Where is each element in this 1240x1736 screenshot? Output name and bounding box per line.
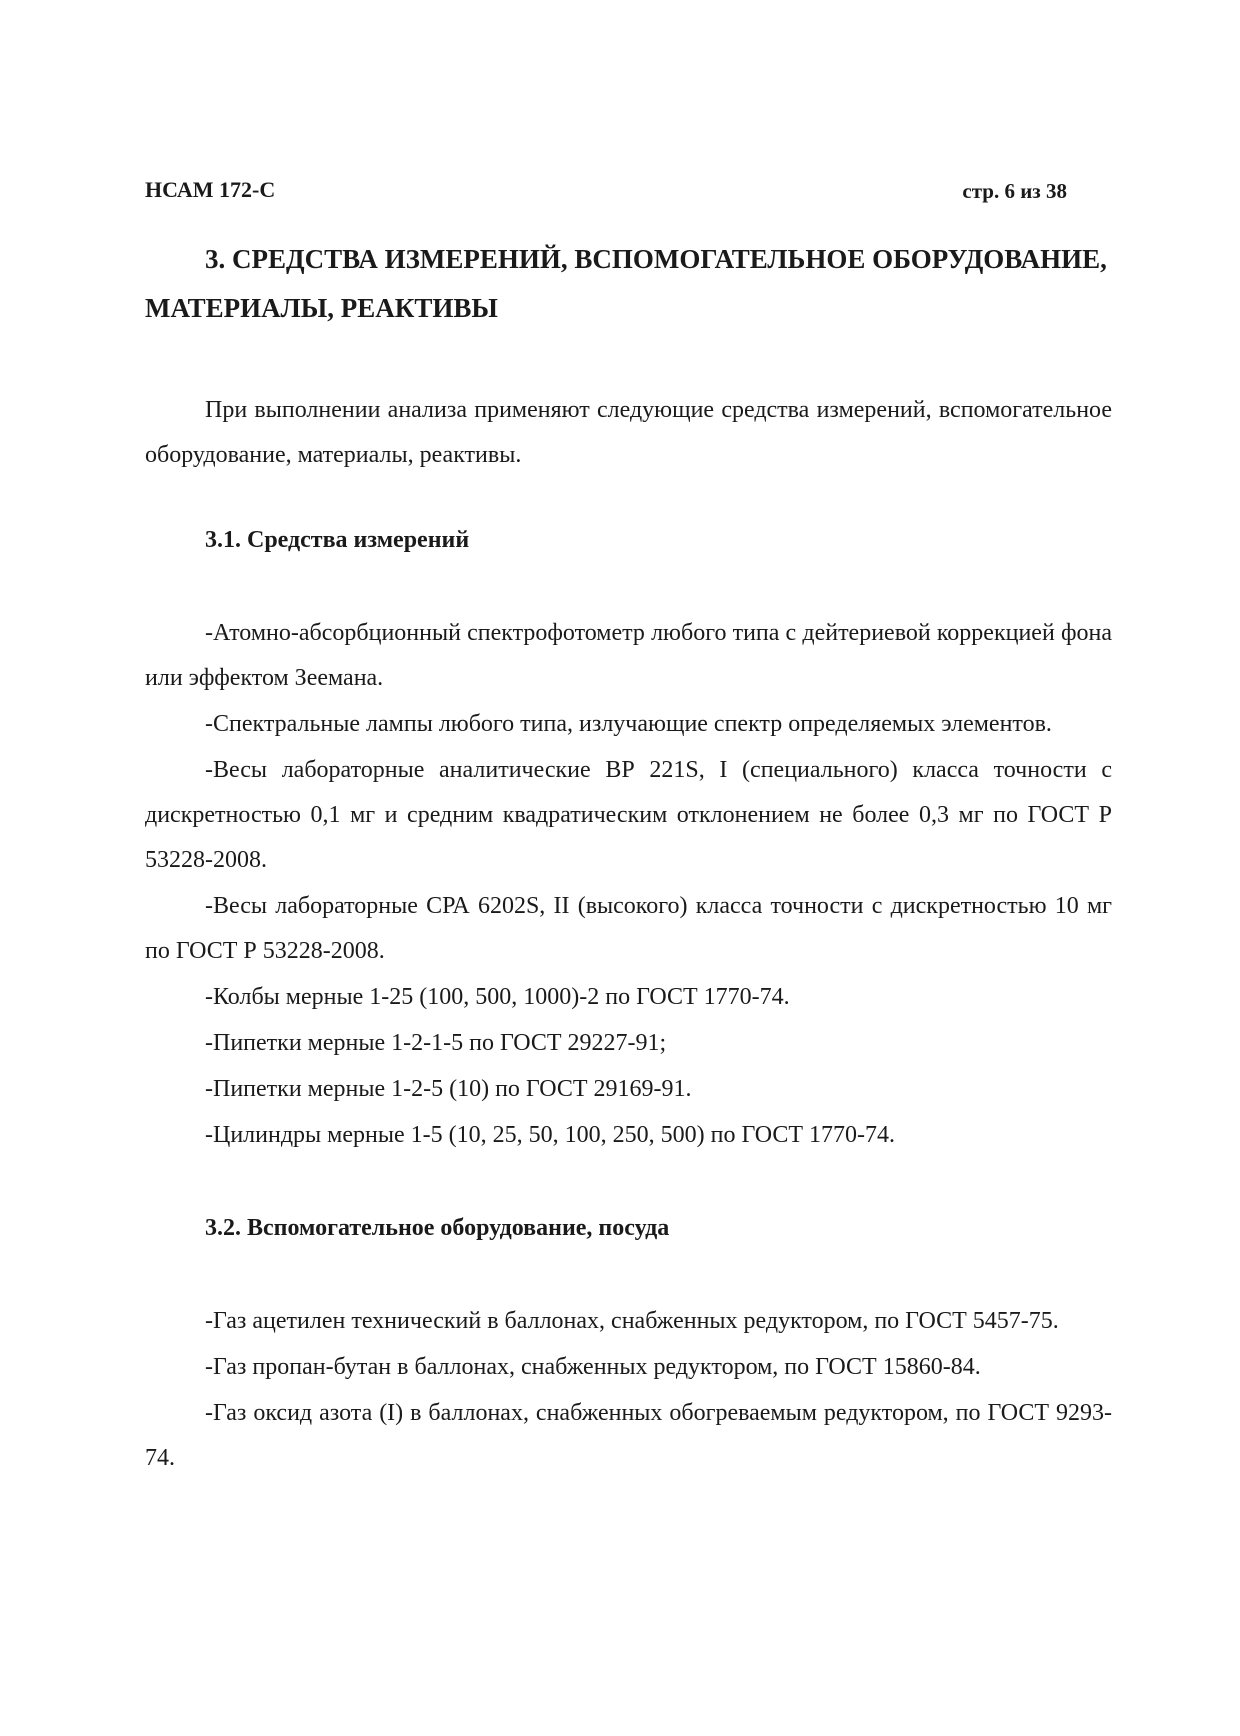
page-number: стр. 6 из 38 xyxy=(962,179,1067,203)
list-item: -Газ оксид азота (I) в баллонах, снабженных обогреваемым редуктором, по ГОСТ 9293-74. xyxy=(145,1400,1112,1471)
measuring-instruments-list xyxy=(145,611,1112,1158)
list-item: -Колбы мерные 1-25 (100, 500, 1000)-2 по ГОСТ 1770-74. xyxy=(205,984,790,1010)
list-item: -Газ пропан-бутан в баллонах, снабженных редуктором, по ГОСТ 15860-84. xyxy=(205,1354,981,1380)
list-item: -Весы лабораторные СРА 6202S, II (высокого) класса точности с дискретностью 10 мг по ГОСТ Р 53228-2008. xyxy=(145,893,1112,964)
list-item: -Весы лабораторные аналитические ВР 221S, I (специального) класса точности с дискретностью 0,1 мг и средним квадратическим отклонением не более 0,3 мг по ГОСТ Р 53228-2008. xyxy=(145,757,1112,873)
subsection-title-auxiliary-equipment: 3.2. Вспомогательное оборудование, посуда xyxy=(205,1215,670,1241)
list-item: -Газ ацетилен технический в баллонах, снабженных редуктором, по ГОСТ 5457-75. xyxy=(205,1308,1059,1334)
section-title: 3. СРЕДСТВА ИЗМЕРЕНИЙ, ВСПОМОГАТЕЛЬНОЕ ОБОРУДОВАНИЕ, МАТЕРИАЛЫ, РЕАКТИВЫ xyxy=(145,244,1107,323)
list-item: -Пипетки мерные 1-2-1-5 по ГОСТ 29227-91; xyxy=(205,1030,667,1056)
page-content xyxy=(145,235,1112,1482)
list-item: -Спектральные лампы любого типа, излучающие спектр определяемых элементов. xyxy=(205,711,1052,737)
list-item: -Цилиндры мерные 1-5 (10, 25, 50, 100, 250, 500) по ГОСТ 1770-74. xyxy=(205,1122,896,1148)
list-item: -Атомно-абсорбционный спектрофотометр любого типа с дейтериевой коррекцией фона или эффектом Зеемана. xyxy=(145,620,1112,691)
subsection-title-measuring-instruments: 3.1. Средства измерений xyxy=(205,527,470,553)
list-item: -Пипетки мерные 1-2-5 (10) по ГОСТ 29169-91. xyxy=(205,1076,692,1102)
doc-code: НСАМ 172-С xyxy=(145,177,276,202)
section-intro: При выполнении анализа применяют следующие средства измерений, вспомогательное оборудование, материалы, реактивы. xyxy=(145,397,1112,468)
auxiliary-equipment-list xyxy=(145,1299,1112,1481)
